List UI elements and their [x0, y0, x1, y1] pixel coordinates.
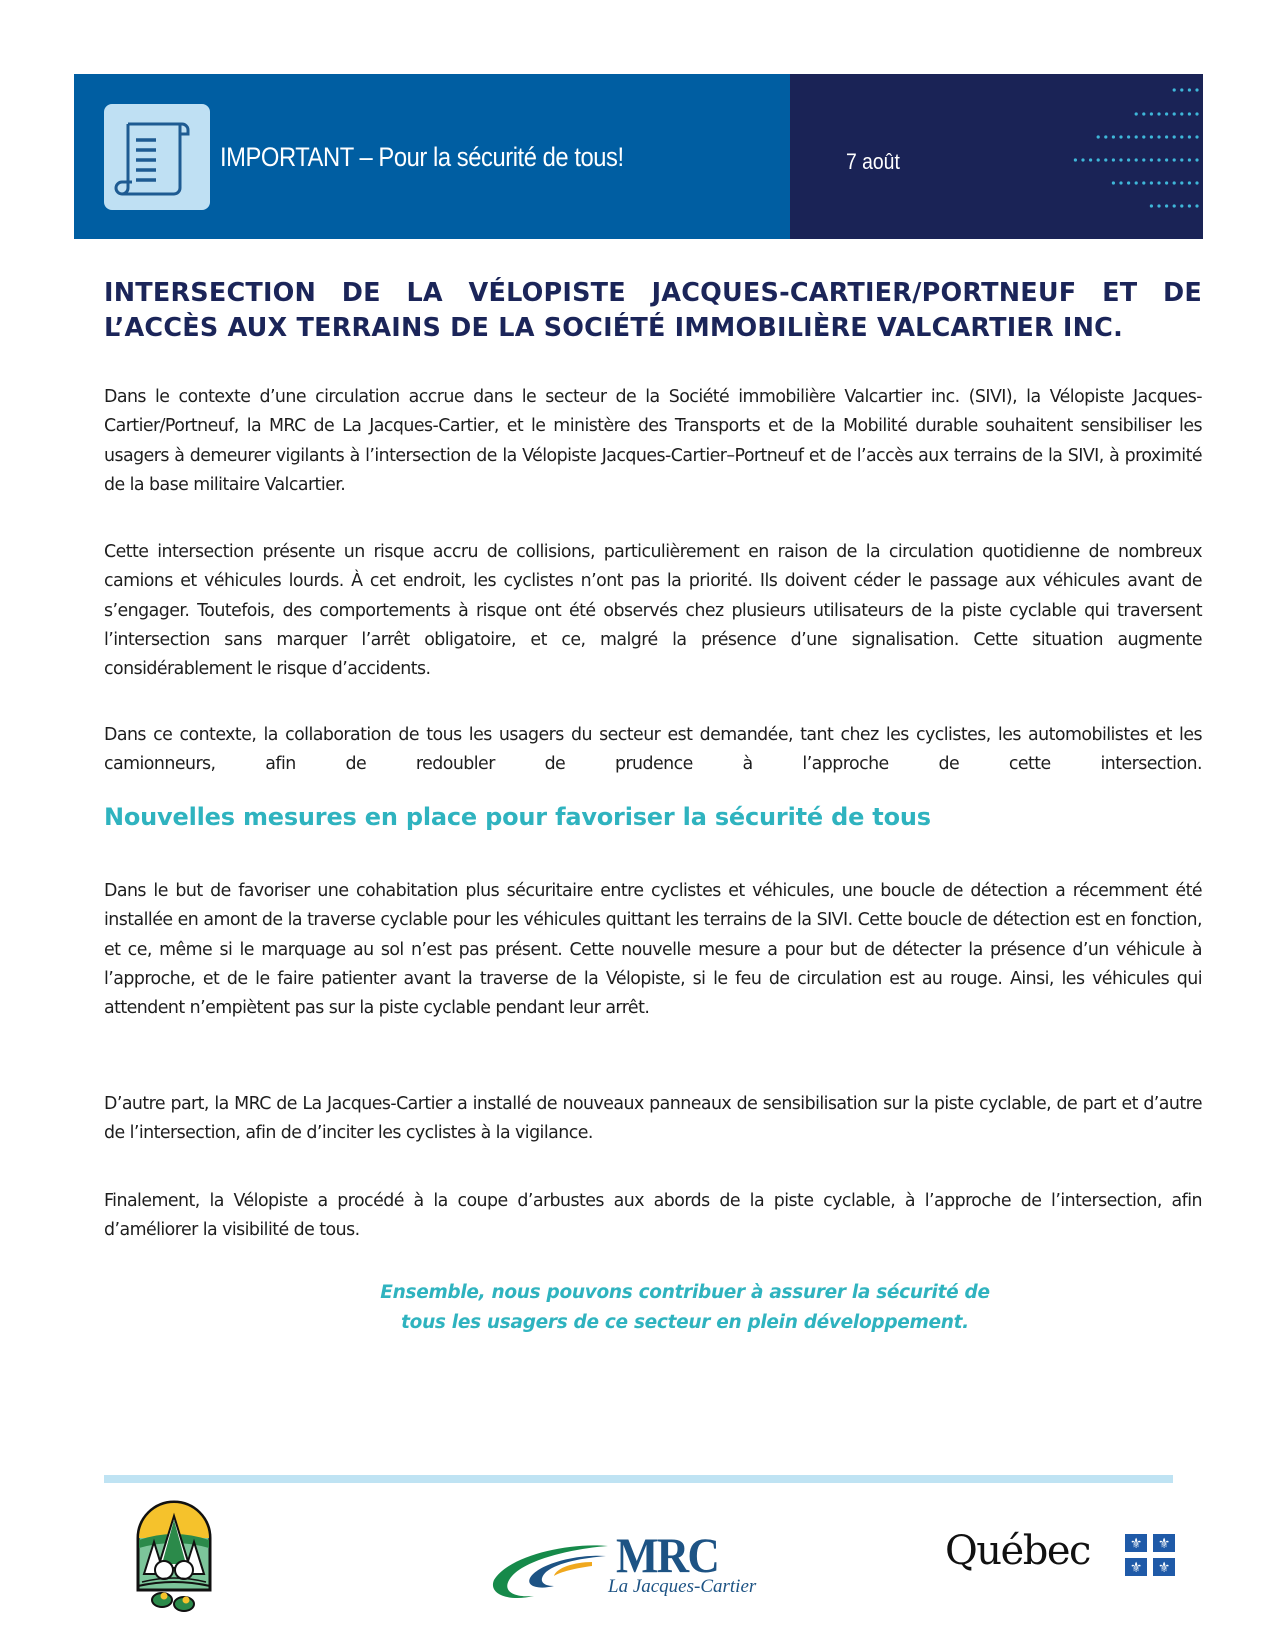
banner-date-panel [790, 74, 1203, 239]
decorative-dot [1180, 135, 1183, 138]
decorative-dot [1127, 135, 1130, 138]
decorative-dot [1157, 158, 1160, 161]
decorative-dot [1135, 112, 1138, 115]
decorative-dot [1142, 181, 1145, 184]
paragraph-collaboration: Dans ce contexte, la collaboration de tous les usagers du secteur est demandée, tant chez les cyclistes, les automobilistes et les camionneurs, afin de redoubler de prudence à l’approche de cette intersection. [104, 725, 1202, 775]
document-scroll-icon [104, 104, 210, 210]
decorative-dot [1127, 181, 1130, 184]
quebec-logo [945, 1530, 1175, 1584]
decorative-dot [1150, 158, 1153, 161]
decorative-dot [1097, 135, 1100, 138]
decorative-dot [1112, 158, 1115, 161]
paragraph-detection-loop: Dans le but de favoriser une cohabitation plus sécuritaire entre cyclistes et véhicules, une boucle de détection a récemment été installée en amont de la traverse cyclable pour les véhicules quittant les terrains de la SIVI. Cette boucle de détection est en fonction, et ce, même si le marquage au sol n’est pas présent. Cette nouvelle mesure a pour but de détecter la présence d’un véhicule à l’approche, et de le faire patienter avant la traverse de la Vélopiste, si le feu de circulation est au rouge. Ainsi, les véhicules qui attendent n’empiètent pas sur la piste cyclable pendant leur arrêt. [104, 881, 1202, 1019]
decorative-dot [1142, 135, 1145, 138]
decorative-dot [1157, 204, 1160, 207]
closing-message [300, 1278, 1070, 1338]
decorative-dot [1097, 158, 1100, 161]
decorative-dot [1195, 181, 1198, 184]
closing-line-2: tous les usagers de ce secteur en plein développement. [401, 1312, 969, 1333]
decorative-dot [1180, 112, 1183, 115]
decorative-dot [1165, 181, 1168, 184]
decorative-dot [1157, 135, 1160, 138]
decorative-dot [1173, 181, 1176, 184]
quebec-wordmark: Québec [945, 1528, 1090, 1574]
decorative-dot [1150, 135, 1153, 138]
decorative-dot [1188, 158, 1191, 161]
decorative-dot [1173, 88, 1176, 91]
decorative-dot [1157, 181, 1160, 184]
closing-line-1: Ensemble, nous pouvons contribuer à assurer la sécurité de [380, 1282, 990, 1303]
paragraph-risk: Cette intersection présente un risque accru de collisions, particulièrement en raison de la circulation quotidienne de nombreux camions et véhicules lourds. À cet endroit, les cyclistes n’ont pas la priorité. Ils doivent céder le passage aux véhicules avant de s’engager. Toutefois, des comportements à risque ont été observés chez plusieurs utilisateurs de la piste cyclable qui traversent l’intersection sans marquer l’arrêt obligatoire, et ce, malgré la présence d’une signalisation. Cette situation augmente considérablement le risque d’accidents. [104, 542, 1202, 680]
decorative-dot [1112, 135, 1115, 138]
decorative-dot [1127, 158, 1130, 161]
svg-text:⚜: ⚜ [1157, 1560, 1171, 1576]
decorative-dot [1119, 135, 1122, 138]
decorative-dot [1150, 181, 1153, 184]
banner-title: IMPORTANT – Pour la sécurité de tous! [220, 142, 624, 172]
decorative-dot [1150, 112, 1153, 115]
svg-text:⚜: ⚜ [1129, 1536, 1143, 1552]
decorative-dot [1195, 158, 1198, 161]
decorative-dot [1150, 204, 1153, 207]
decorative-dot [1104, 135, 1107, 138]
decorative-dot [1173, 204, 1176, 207]
publication-date: 7 août [846, 149, 900, 174]
decorative-dot [1112, 181, 1115, 184]
decorative-dot [1135, 135, 1138, 138]
decorative-dot [1165, 112, 1168, 115]
decorative-dot [1188, 204, 1191, 207]
fleurdelise-flag-icon [1125, 1534, 1175, 1578]
decorative-dot [1195, 204, 1198, 207]
decorative-dot [1188, 181, 1191, 184]
svg-text:⚜: ⚜ [1157, 1536, 1171, 1552]
decorative-dot [1188, 88, 1191, 91]
decorative-dot [1119, 181, 1122, 184]
footer-divider [104, 1475, 1173, 1483]
decorative-dot [1142, 158, 1145, 161]
decorative-dot [1165, 204, 1168, 207]
decorative-dot [1173, 112, 1176, 115]
decorative-dot [1180, 158, 1183, 161]
decorative-dot [1173, 135, 1176, 138]
paragraph-context: Dans le contexte d’une circulation accrue dans le secteur de la Société immobilière Valcartier inc. (SIVI), la Vélopiste Jacques-Cartier/Portneuf, la MRC de La Jacques-Cartier, et le ministère des Transports et de la Mobilité durable souhaitent sensibiliser les usagers à demeurer vigilants à l’intersection de la Vélopiste Jacques-Cartier–Portneuf et de l’accès aux terrains de la SIVI, à proximité de la base militaire Valcartier. [104, 387, 1202, 495]
paragraph-signage: D’autre part, la MRC de La Jacques-Cartier a installé de nouveaux panneaux de sensibilisation sur la piste cyclable, de part et d’autre de l’intersection, afin de d’inciter les cyclistes à la vigilance. [104, 1094, 1202, 1144]
decorative-dot [1135, 158, 1138, 161]
document-title: INTERSECTION DE LA VÉLOPISTE JACQUES-CARTIER/PORTNEUF ET DE L’ACCÈS AUX TERRAINS DE LA SOCIÉTÉ IMMOBILIÈRE VALCARTIER INC. [104, 278, 1202, 343]
decorative-dot [1195, 135, 1198, 138]
mrc-logo-subtext: La Jacques-Cartier [608, 1576, 757, 1597]
decorative-dot [1188, 112, 1191, 115]
decorative-dots-icon [1061, 74, 1201, 239]
decorative-dot [1119, 158, 1122, 161]
decorative-dot [1081, 158, 1084, 161]
decorative-dot [1157, 112, 1160, 115]
decorative-dot [1180, 88, 1183, 91]
decorative-dot [1180, 204, 1183, 207]
decorative-dot [1195, 112, 1198, 115]
banner-title-panel [74, 74, 790, 239]
decorative-dot [1142, 112, 1145, 115]
decorative-dot [1165, 158, 1168, 161]
velopiste-logo [128, 1498, 220, 1614]
decorative-dot [1104, 158, 1107, 161]
mrc-logo-text: MRC [616, 1527, 719, 1583]
decorative-dot [1180, 181, 1183, 184]
decorative-dot [1135, 181, 1138, 184]
paragraph-visibility: Finalement, la Vélopiste a procédé à la coupe d’arbustes aux abords de la piste cyclable, à l’approche de l’intersection, afin d’améliorer la visibilité de tous. [104, 1191, 1202, 1241]
decorative-dot [1089, 158, 1092, 161]
svg-text:⚜: ⚜ [1129, 1560, 1143, 1576]
decorative-dot [1165, 135, 1168, 138]
decorative-dot [1188, 135, 1191, 138]
decorative-dot [1195, 88, 1198, 91]
section-heading: Nouvelles mesures en place pour favoriser la sécurité de tous [104, 803, 931, 831]
decorative-dot [1173, 158, 1176, 161]
mrc-logo [488, 1527, 758, 1604]
header-banner [74, 74, 1203, 239]
decorative-dot [1074, 158, 1077, 161]
